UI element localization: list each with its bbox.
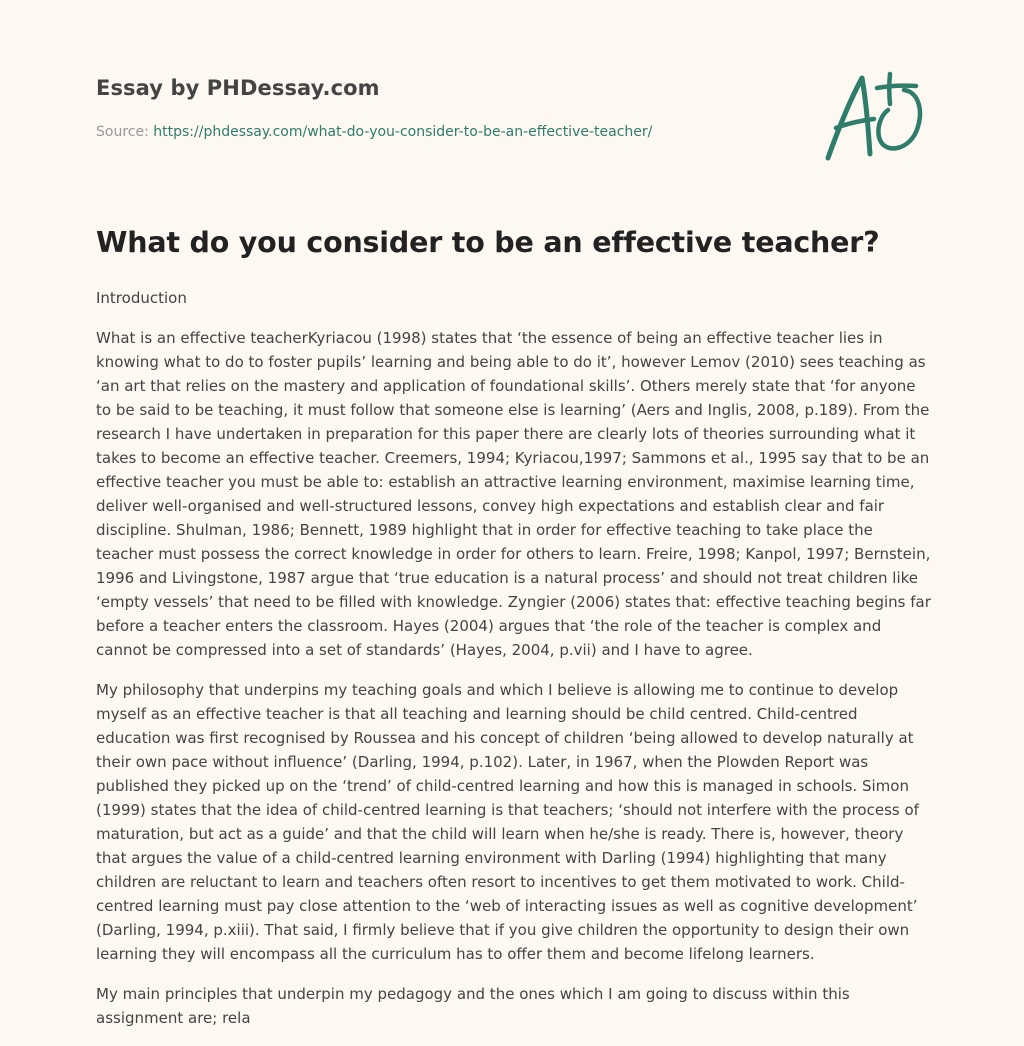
source-link[interactable]: https://phdessay.com/what-do-you-consider-to-be-an-effective-teacher/ xyxy=(153,124,653,140)
site-title: Essay by PHDessay.com xyxy=(96,76,380,100)
essay-paragraph: My main principles that underpin my pedagogy and the ones which I am going to discuss within this assignment are; rela xyxy=(96,985,850,1027)
essay-paragraph: My philosophy that underpins my teaching goals and which I believe is allowing me to continue to develop myself as an effective teacher is that all teaching and learning should be child centred. Child-centred education was first recognised by Roussea and his concept of children ‘being allowed to develop naturally at their own pace without influence’ (Darling, 1994, p.102). Later, in 1967, when the Plowden Report was published they picked up on the ‘trend’ of child-centred learning and how this is managed in schools. Simon (1999) states that the idea of child-centred learning is that teachers; ‘should not interfere with the process of maturation, but act as a guide’ and that the child will learn when he/she is ready. There is, however, theory that argues the value of a child-centred learning environment with Darling (1994) highlighting that many children are reluctant to learn and teachers often resort to incentives to get them motivated to work. Child-centred learning must pay close attention to the ‘web of interacting issues as well as cognitive development’ (Darling, 1994, p.xiii). That said, I firmly believe that if you give children the opportunity to design their own learning they will encompass all the curriculum has to offer them and become lifelong learners. xyxy=(96,681,919,963)
source-line xyxy=(96,124,796,140)
essay-header xyxy=(96,76,796,140)
essay-paragraph: What is an effective teacherKyriacou (1998) states that ‘the essence of being an effective teacher lies in knowing what to do to foster pupils’ learning and being able to do it’, however Lemov (2010) sees teaching as ‘an art that relies on the mastery and application of foundational skills’. Others merely state that ‘for anyone to be said to be teaching, it must follow that someone else is learning’ (Aers and Inglis, 2008, p.189). From the research I have undertaken in preparation for this paper there are clearly lots of theories surrounding what it takes to become an effective teacher. Creemers, 1994; Kyriacou,1997; Sammons et al., 1995 say that to be an effective teacher you must be able to: establish an attractive learning environment, maximise learning time, deliver well-organised and well-structured lessons, convey high expectations and establish clear and fair discipline. Shulman, 1986; Bennett, 1989 highlight that in order for effective teaching to take place the teacher must possess the correct knowledge in order for others to learn. Freire, 1998; Kanpol, 1997; Bernstein, 1996 and Livingstone, 1987 argue that ‘true education is a natural process’ and should not treat children like ‘empty vessels’ that need to be filled with knowledge. Zyngier (2006) states that: effective teaching begins far before a teacher enters the classroom. Hayes (2004) argues that ‘the role of the teacher is complex and cannot be compressed into a set of standards’ (Hayes, 2004, p.vii) and I have to agree. xyxy=(96,329,931,659)
section-heading: Introduction xyxy=(96,289,187,307)
essay-body xyxy=(96,286,932,1046)
a-plus-grade-icon xyxy=(822,70,926,162)
essay-title: What do you consider to be an effective teacher? xyxy=(96,226,880,259)
source-label: Source: xyxy=(96,124,149,140)
